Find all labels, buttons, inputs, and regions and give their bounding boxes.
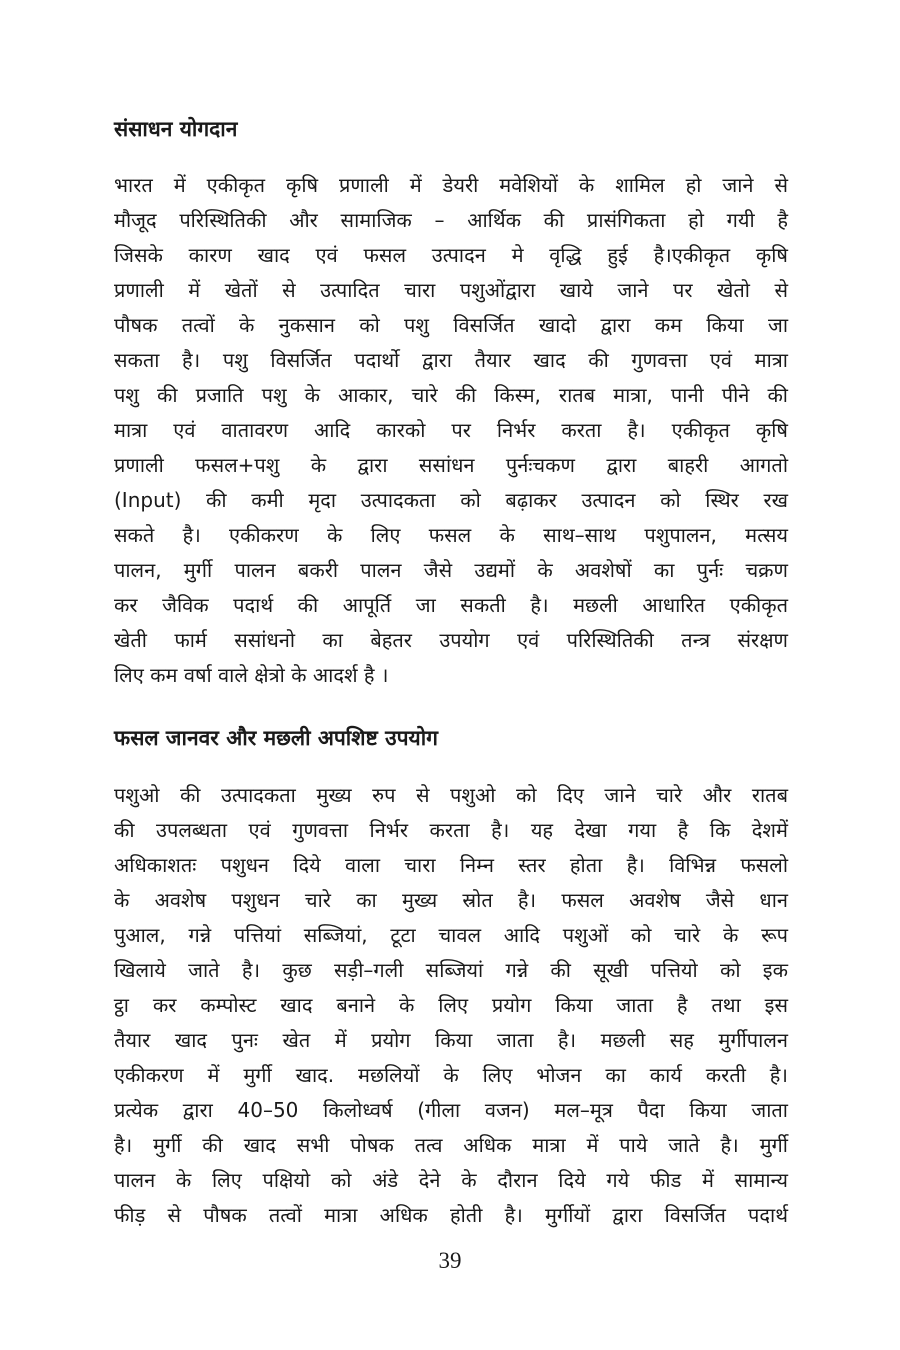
text-line: भारत में एकीकृत कृषि प्रणाली में डेयरी मवेशियों के शामिल हो जाने से [114,173,788,197]
text-line: (Input) की कमी मृदा उत्पादकता को बढ़ाकर उत्पादन को स्थिर रख [114,488,788,512]
page-number: 39 [438,1248,462,1273]
text-line: सकते है। एकीकरण के लिए फसल के साथ–साथ पशुपालन, मत्सय [114,523,788,547]
text-line: के अवशेष पशुधन चारे का मुख्य स्रोत है। फसल अवशेष जैसे धान [114,888,788,912]
text-line: लिए कम वर्षा वाले क्षेत्रो के आदर्श है । [114,663,389,687]
text-line: ट्ठा कर कम्पोस्ट खाद बनाने के लिए प्रयोग किया जाता है तथा इस [114,993,788,1017]
text-line: पशुओ की उत्पादकता मुख्य रुप से पशुओ को दिए जाने चारे और रातब [114,783,788,807]
text-line: अधिकाशतः पशुधन दिये वाला चारा निम्न स्तर होता है। विभिन्न फसलो [114,853,788,877]
text-line: तैयार खाद पुनः खेत में प्रयोग किया जाता है। मछली सह मुर्गीपालन [114,1028,788,1052]
text-line: सकता है। पशु विसर्जित पदार्थो द्वारा तैयार खाद की गुणवत्ता एवं मात्रा [114,348,788,372]
text-line: जिसके कारण खाद एवं फसल उत्पादन मे वृद्धि हुई है।एकीकृत कृषि [114,243,788,267]
section-heading-resource-contribution: संसाधन योगदान [114,117,238,141]
text-line: की उपलब्धता एवं गुणवत्ता निर्भर करता है। यह देखा गया है कि देशमें [114,818,788,842]
text-line: कर जैविक पदार्थ की आपूर्ति जा सकती है। मछली आधारित एकीकृत [114,593,788,617]
text-line: पालन, मुर्गी पालन बकरी पालन जैसे उद्यमों के अवशेषों का पुर्नः चक्रण [114,558,788,582]
text-line: प्रणाली फसल+पशु के द्वारा ससांधन पुर्नःचकण द्वारा बाहरी आगतो [114,453,788,477]
text-line: खिलाये जाते है। कुछ सड़ी–गली सब्जियां गन्ने की सूखी पत्तियो को इक [114,958,788,982]
text-line: एकीकरण में मुर्गी खाद. मछलियों के लिए भोजन का कार्य करती है। [114,1063,788,1087]
text-line: मौजूद परिस्थितिकी और सामाजिक – आर्थिक की प्रासंगिकता हो गयी है [114,208,788,232]
paragraph-resource-contribution [114,168,788,693]
text-line: पशु की प्रजाति पशु के आकार, चारे की किस्म, रातब मात्रा, पानी पीने की [114,383,788,407]
text-line: पालन के लिए पक्षियो को अंडे देने के दौरान दिये गये फीड में सामान्य [114,1168,788,1192]
text-line: प्रणाली में खेतों से उत्पादित चारा पशुओंद्वारा खाये जाने पर खेतो से [114,278,788,302]
text-line: पौषक तत्वों के नुकसान को पशु विसर्जित खादो द्वारा कम किया जा [114,313,788,337]
text-line: फीड़ से पौषक तत्वों मात्रा अधिक होती है। मुर्गीयों द्वारा विसर्जित पदार्थ [114,1203,788,1227]
text-line: खेती फार्म ससांधनो का बेहतर उपयोग एवं परिस्थितिकी तन्त्र संरक्षण [114,628,788,652]
text-line: है। मुर्गी की खाद सभी पोषक तत्व अधिक मात्रा में पाये जाते है। मुर्गी [114,1133,788,1157]
section-heading-waste-utilization: फसल जानवर और मछली अपशिष्ट उपयोग [114,726,438,750]
text-line: प्रत्येक द्वारा 40–50 किलोध्वर्ष (गीला वजन) मल–मूत्र पैदा किया जाता [114,1098,788,1122]
paragraph-waste-utilization [114,778,788,1233]
text-line: पुआल, गन्ने पत्तियां सब्जियां, टूटा चावल आदि पशुओं को चारे के रूप [114,923,788,947]
text-line: मात्रा एवं वातावरण आदि कारको पर निर्भर करता है। एकीकृत कृषि [114,418,788,442]
